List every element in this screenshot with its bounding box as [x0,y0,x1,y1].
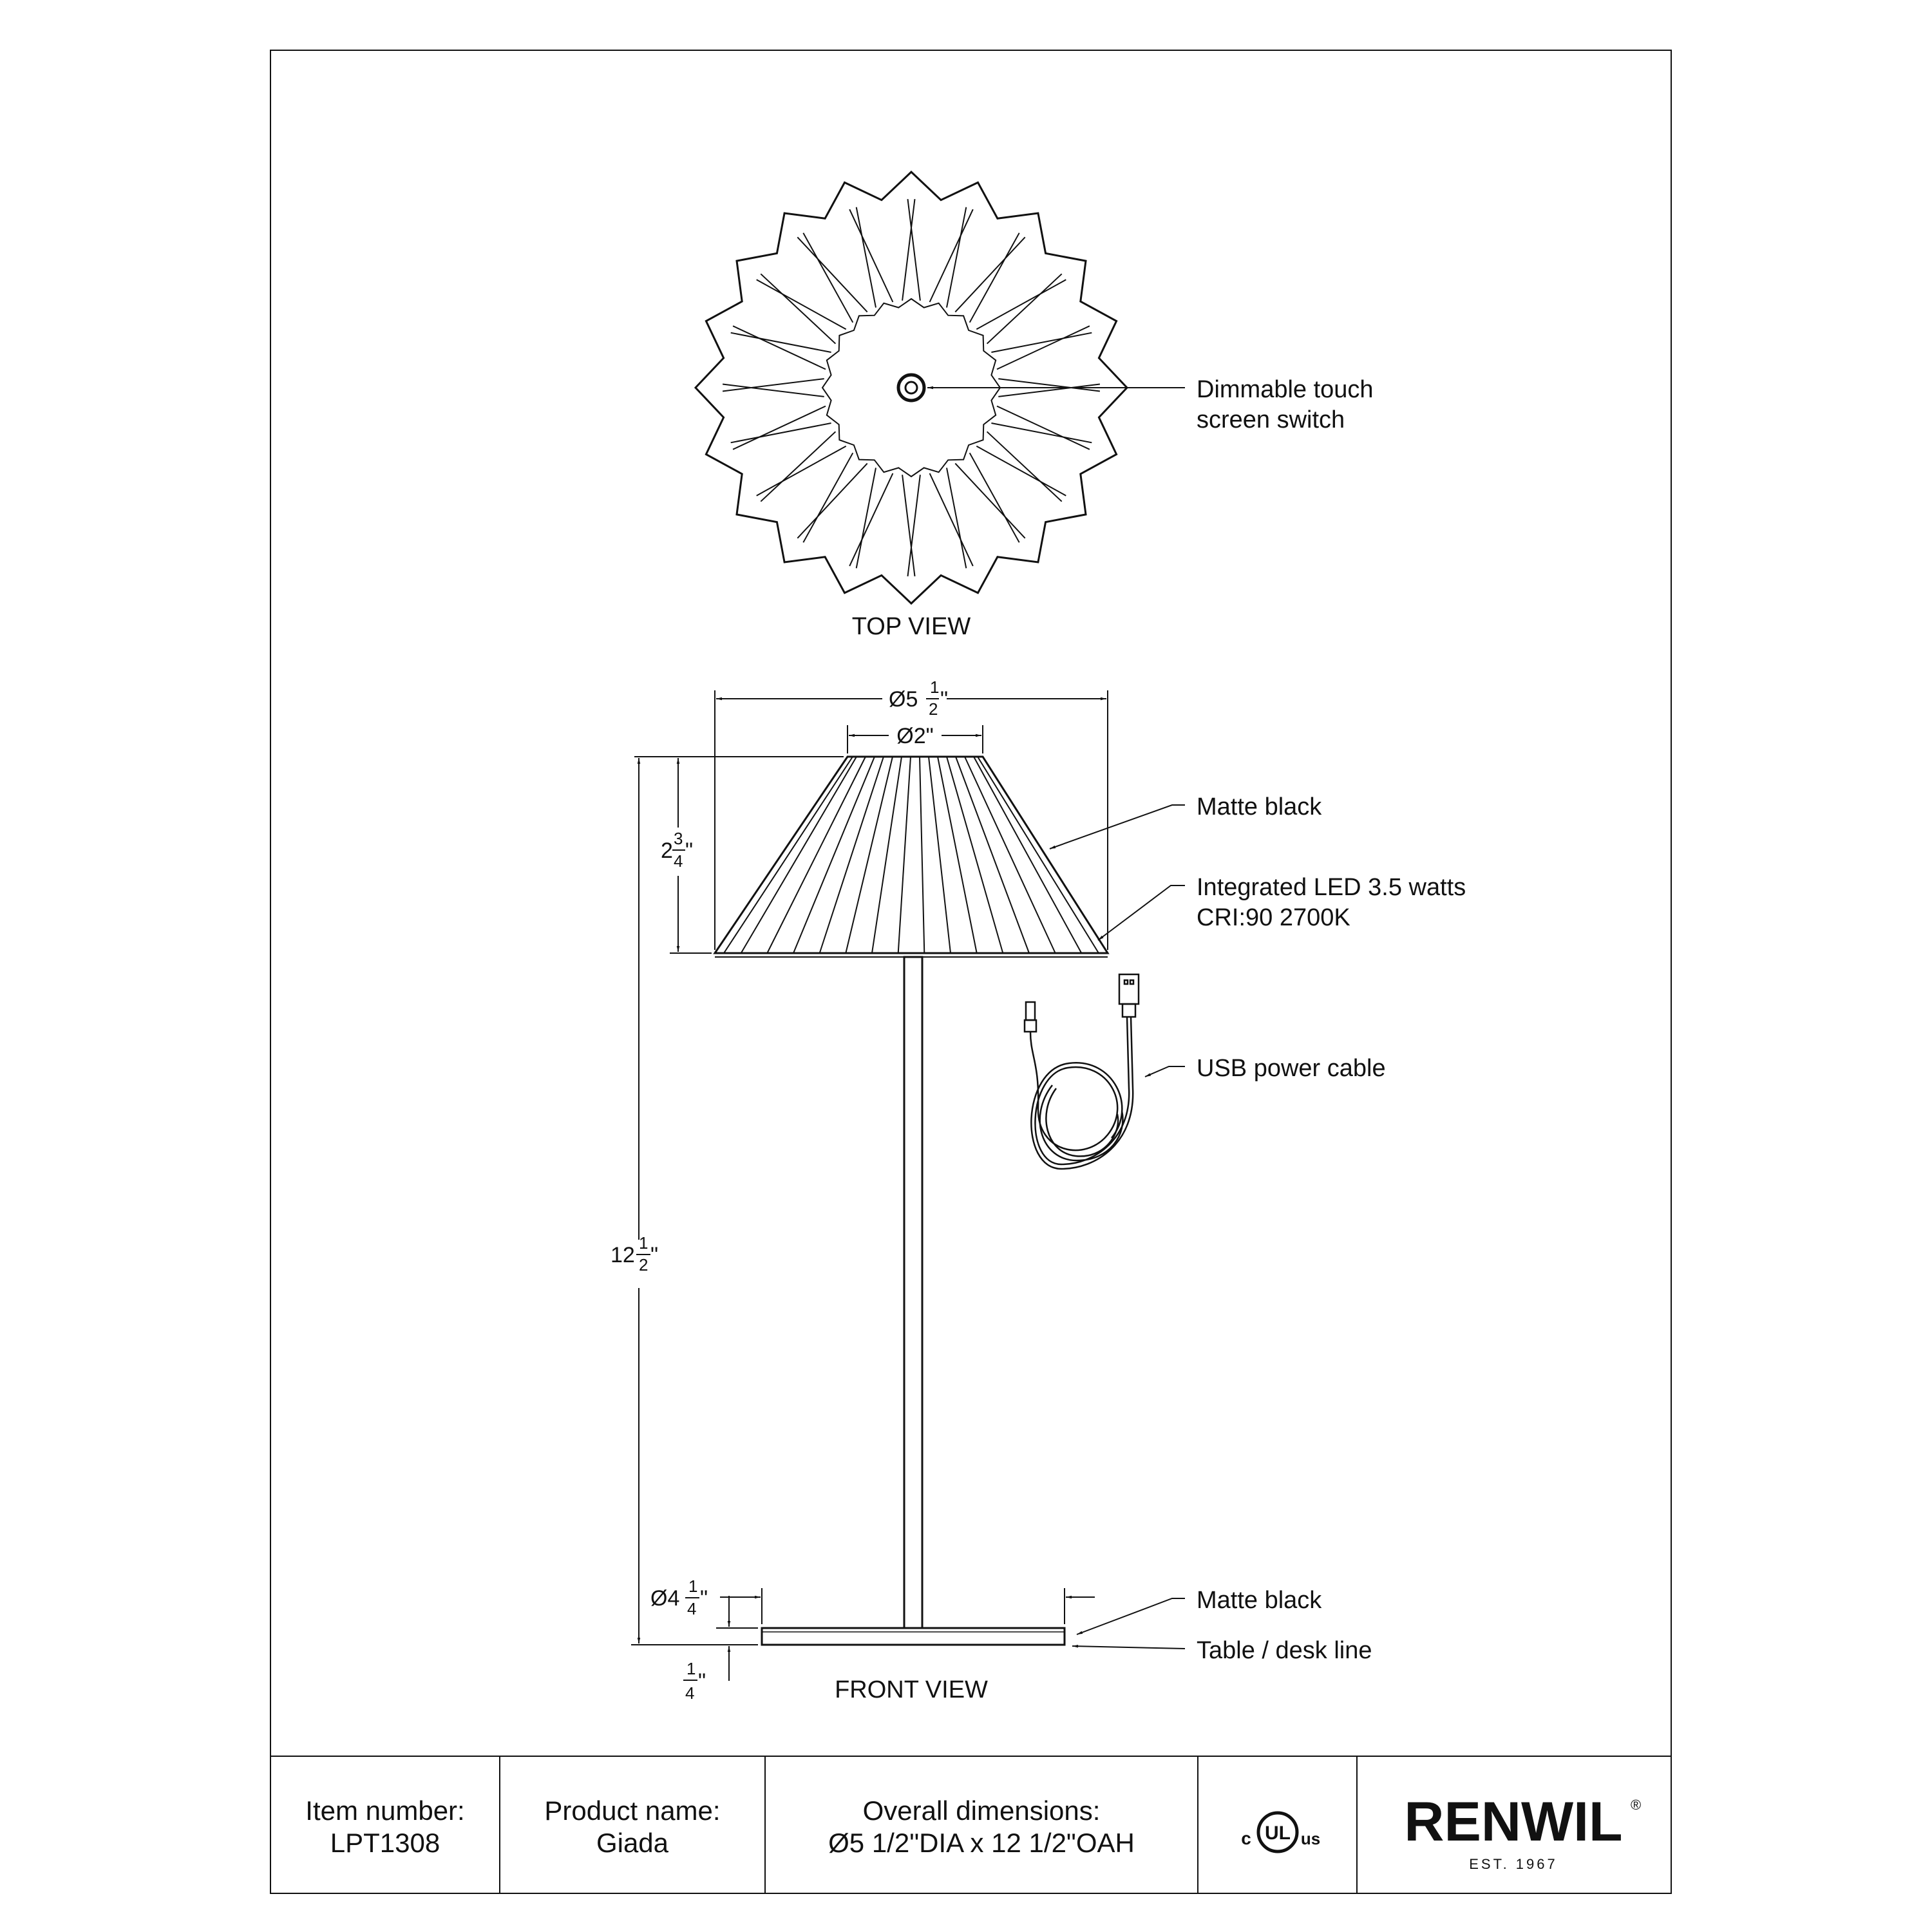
top-view-pleat-line [947,468,966,568]
top-view-pleat-line [733,406,826,450]
shade-finish-leader [1050,805,1185,849]
dim-base-diameter-num: 1 [688,1577,698,1596]
dim-shade-height-label: 2 [661,838,673,863]
top-view-pleat-line [849,209,893,302]
item-number-value: LPT1308 [330,1828,440,1858]
top-view-pleat-line [761,431,835,501]
top-view [696,172,1374,640]
top-view-pleat-line [998,379,1100,391]
overall-dimensions-value: Ø5 1/2"DIA x 12 1/2"OAH [828,1828,1135,1858]
shade-pleat-line [846,757,893,953]
top-view-pleat-line [849,473,893,566]
dim-overall-height-num: 1 [639,1233,649,1253]
top-view-pleat-line [902,475,914,576]
dim-shade-height-unit: " [685,838,694,863]
top-view-pleat-line [908,199,920,301]
front-view-label: FRONT VIEW [835,1676,988,1703]
switch-callout-line2: screen switch [1197,406,1345,433]
svg-text:c: c [1241,1828,1251,1848]
top-view-pleat-line [761,274,835,343]
shade-pleat-line [820,757,884,953]
top-view-pleat-line [902,199,914,301]
dim-base-diameter-label: Ø4 [650,1586,680,1611]
top-view-pleat-line [797,237,867,312]
svg-text:EST. 1967: EST. 1967 [1469,1856,1558,1872]
top-view-pleat-line [797,464,867,538]
dim-overall-height-unit: " [650,1243,659,1267]
top-view-pleat-line [947,207,966,308]
top-view-pleat-line [857,207,876,308]
product-name-label: Product name: [544,1795,721,1826]
top-view-pleat-line [997,406,1090,450]
top-view-pleat-line [955,237,1025,312]
top-view-pleat-line [733,326,826,369]
dim-base-height-den: 4 [685,1683,695,1703]
base-finish-callout: Matte black [1197,1587,1322,1614]
top-view-pleat-line [857,468,876,568]
lamp-stem [904,957,922,1628]
top-view-pleat-line [930,473,973,566]
shade-pleat-line [974,757,1081,953]
dim-shade-height-den: 4 [674,851,683,871]
shade-pleat-line [872,757,902,953]
led-leader [1098,886,1185,940]
item-number-label: Item number: [305,1795,465,1826]
dim-overall-height-label: 12 [611,1243,635,1267]
dim-top-diameter-label: Ø2" [896,724,934,748]
dim-base-height-num: 1 [687,1659,696,1678]
top-view-label: TOP VIEW [851,613,971,640]
shade-pleat-line [938,757,977,953]
product-name-value: Giada [596,1828,669,1858]
table-line-leader [1072,1646,1185,1649]
cul-us-certification-icon [1241,1813,1320,1852]
top-view-pleat-line [991,333,1092,352]
front-view [611,677,1466,1703]
usb-cable-illustration [1025,974,1139,1169]
shade-pleat-line [956,757,1029,953]
touch-switch-inner-icon [905,382,917,393]
shade-edge-line [978,757,1099,953]
shade-outline [715,757,1108,953]
top-view-pleat-line [930,209,973,302]
dim-shade-height-num: 3 [674,829,683,848]
svg-text:RENWIL: RENWIL [1404,1791,1623,1853]
shade-pleat-line [741,757,857,953]
usb-c-plug-icon [1026,1002,1035,1020]
shade-pleat-line [929,757,951,953]
dim-base-height-unit: " [698,1669,706,1694]
top-view-pleat-line [987,431,1062,501]
cable-leader [1145,1066,1185,1077]
dim-shade-diameter-unit: " [940,687,949,712]
overall-dimensions-label: Overall dimensions: [862,1795,1101,1826]
sheet-border [270,50,1671,1893]
dim-shade-diameter-label: Ø5 [889,687,918,712]
top-view-pleat-line [991,423,1092,442]
dim-shade-diameter-den: 2 [929,699,938,719]
shade-pleat-line [920,757,924,953]
shade-finish-callout: Matte black [1197,793,1322,820]
top-view-pleat-line [987,274,1062,343]
top-view-pleat-line [731,333,831,352]
led-callout-line2: CRI:90 2700K [1197,904,1350,931]
shade-pleat-line [898,757,911,953]
svg-text:®: ® [1631,1797,1642,1813]
dim-base-diameter-den: 4 [687,1599,697,1618]
shade-pleat-line [965,757,1056,953]
top-view-pleat-line [998,384,1100,397]
base-finish-leader [1077,1598,1185,1634]
lamp-base [762,1628,1065,1645]
top-view-pleat-line [723,379,824,391]
top-view-pleat-line [723,384,824,397]
usb-a-plug-icon [1119,974,1139,1004]
touch-switch-icon [898,375,924,401]
switch-callout-line1: Dimmable touch [1197,376,1374,403]
shade-pleat-line [947,757,1003,953]
top-view-pleat-line [955,464,1025,538]
top-view-pleat-line [731,423,831,442]
cable-callout: USB power cable [1197,1055,1386,1082]
led-callout-line1: Integrated LED 3.5 watts [1197,874,1466,901]
dim-overall-height-den: 2 [639,1255,649,1274]
svg-text:UL: UL [1265,1823,1291,1844]
renwil-brand-logo [1404,1791,1641,1872]
table-line-callout: Table / desk line [1197,1637,1372,1664]
dim-shade-diameter-num: 1 [930,677,940,697]
top-view-pleat-line [908,475,920,576]
dim-base-diameter-unit: " [700,1586,708,1611]
top-view-pleat-line [997,326,1090,369]
svg-text:us: us [1300,1829,1321,1848]
title-block [270,1756,1671,1893]
